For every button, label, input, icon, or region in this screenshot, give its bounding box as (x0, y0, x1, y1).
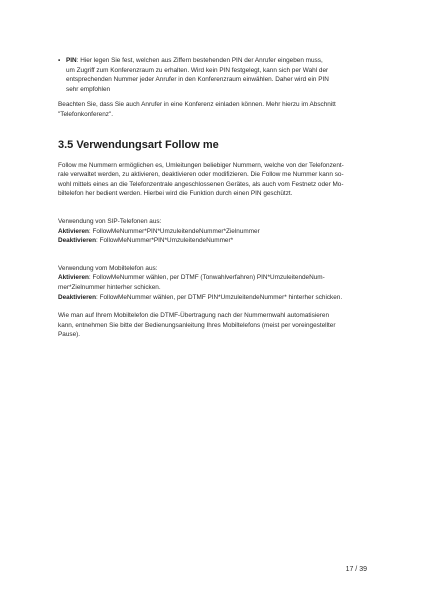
mobile-usage (58, 264, 370, 302)
mobile-deactivate-line: Deaktivieren: FollowMeNummer wählen, per DTMF PIN*UmzuleitendeNummer* hinterher schicken. (58, 293, 343, 301)
intro-line-2: rale verwaltet werden, zu aktivieren, deaktivieren oder modifizieren. Die Follow me Nummer kann so- (58, 171, 344, 179)
dtmf-note (58, 311, 370, 340)
pin-term: PIN (66, 57, 77, 64)
bullet-icon: ▪ (58, 57, 61, 64)
closing-line-3: Pause). (58, 331, 81, 339)
mobile-deactivate-label: Deaktivieren (58, 293, 97, 301)
intro-line-1: Follow me Nummern ermöglichen es, Umleitungen beliebiger Nummern, welche von der Telefonzent- (58, 161, 344, 169)
mobile-activate-label: Aktivieren (58, 274, 89, 282)
sip-deactivate-line: Deaktivieren: FollowMeNummer*PIN*UmzuleitendeNummer* (58, 237, 234, 245)
sip-activate-label: Aktivieren (58, 227, 89, 235)
sip-title: Verwendung von SIP-Telefonen aus: (58, 217, 162, 225)
pin-item-line-1: PIN: Hier legen Sie fest, welchen aus Ziffern bestehenden PIN der Anrufer eingeben muss, (66, 57, 323, 64)
page-content (58, 56, 370, 340)
sip-activate-line: Aktivieren: FollowMeNummer*PIN*UmzuleitendeNummer*Zielnummer (58, 227, 260, 235)
closing-line-2: kann, entnehmen Sie bitte der Bedienungsanleitung Ihres Mobiltelefons (meist per voreingestellter (58, 321, 336, 329)
closing-line-1: Wie man auf Ihrem Mobiltelefon die DTMF-Übertragung nach der Nummernwahl automatisieren (58, 312, 330, 320)
pin-list-item (58, 56, 370, 94)
section-heading: 3.5 Verwendungsart Follow me (58, 138, 219, 151)
intro-line-3: wohl mittels eines an die Telefonzentrale angeschlossenen Gerätes, als auch vom Festnetz oder Mo- (58, 180, 344, 188)
mobile-activate-line-1: Aktivieren: FollowMeNummer wählen, per DTMF (Tonwahlverfahren) PIN*UmzuleitendeNum- (58, 274, 325, 282)
note-line-2: "Telefonkonferenz". (58, 110, 113, 118)
mobile-activate-line-2: mer*Zielnummer hinterher schicken. (58, 283, 161, 291)
section-intro (58, 161, 370, 199)
pin-item-line-3: entsprechenden Nummer jeder Anrufer in den Konferenzraum einwählen. Daher wird ein PIN (66, 76, 329, 84)
intro-line-4: biltelefon her bedient werden. Hierbei wird die Funktion durch einen PIN geschützt. (58, 190, 293, 198)
pin-item-line-4: sehr empfohlen (66, 85, 111, 93)
sip-deactivate-label: Deaktivieren (58, 237, 97, 245)
note-line-1: Beachten Sie, dass Sie auch Anrufer in eine Konferenz einladen können. Mehr hierzu im Abschnitt (58, 101, 336, 109)
page-number: 17 / 39 (345, 566, 367, 573)
conference-note (58, 100, 370, 119)
pin-item-line-2: um Zugriff zum Konferenzraum zu erhalten. Wird kein PIN festgelegt, kann sich per Wahl der (66, 66, 329, 74)
mobile-title: Verwendung vom Mobiltelefon aus: (58, 264, 158, 272)
sip-usage (58, 217, 370, 246)
